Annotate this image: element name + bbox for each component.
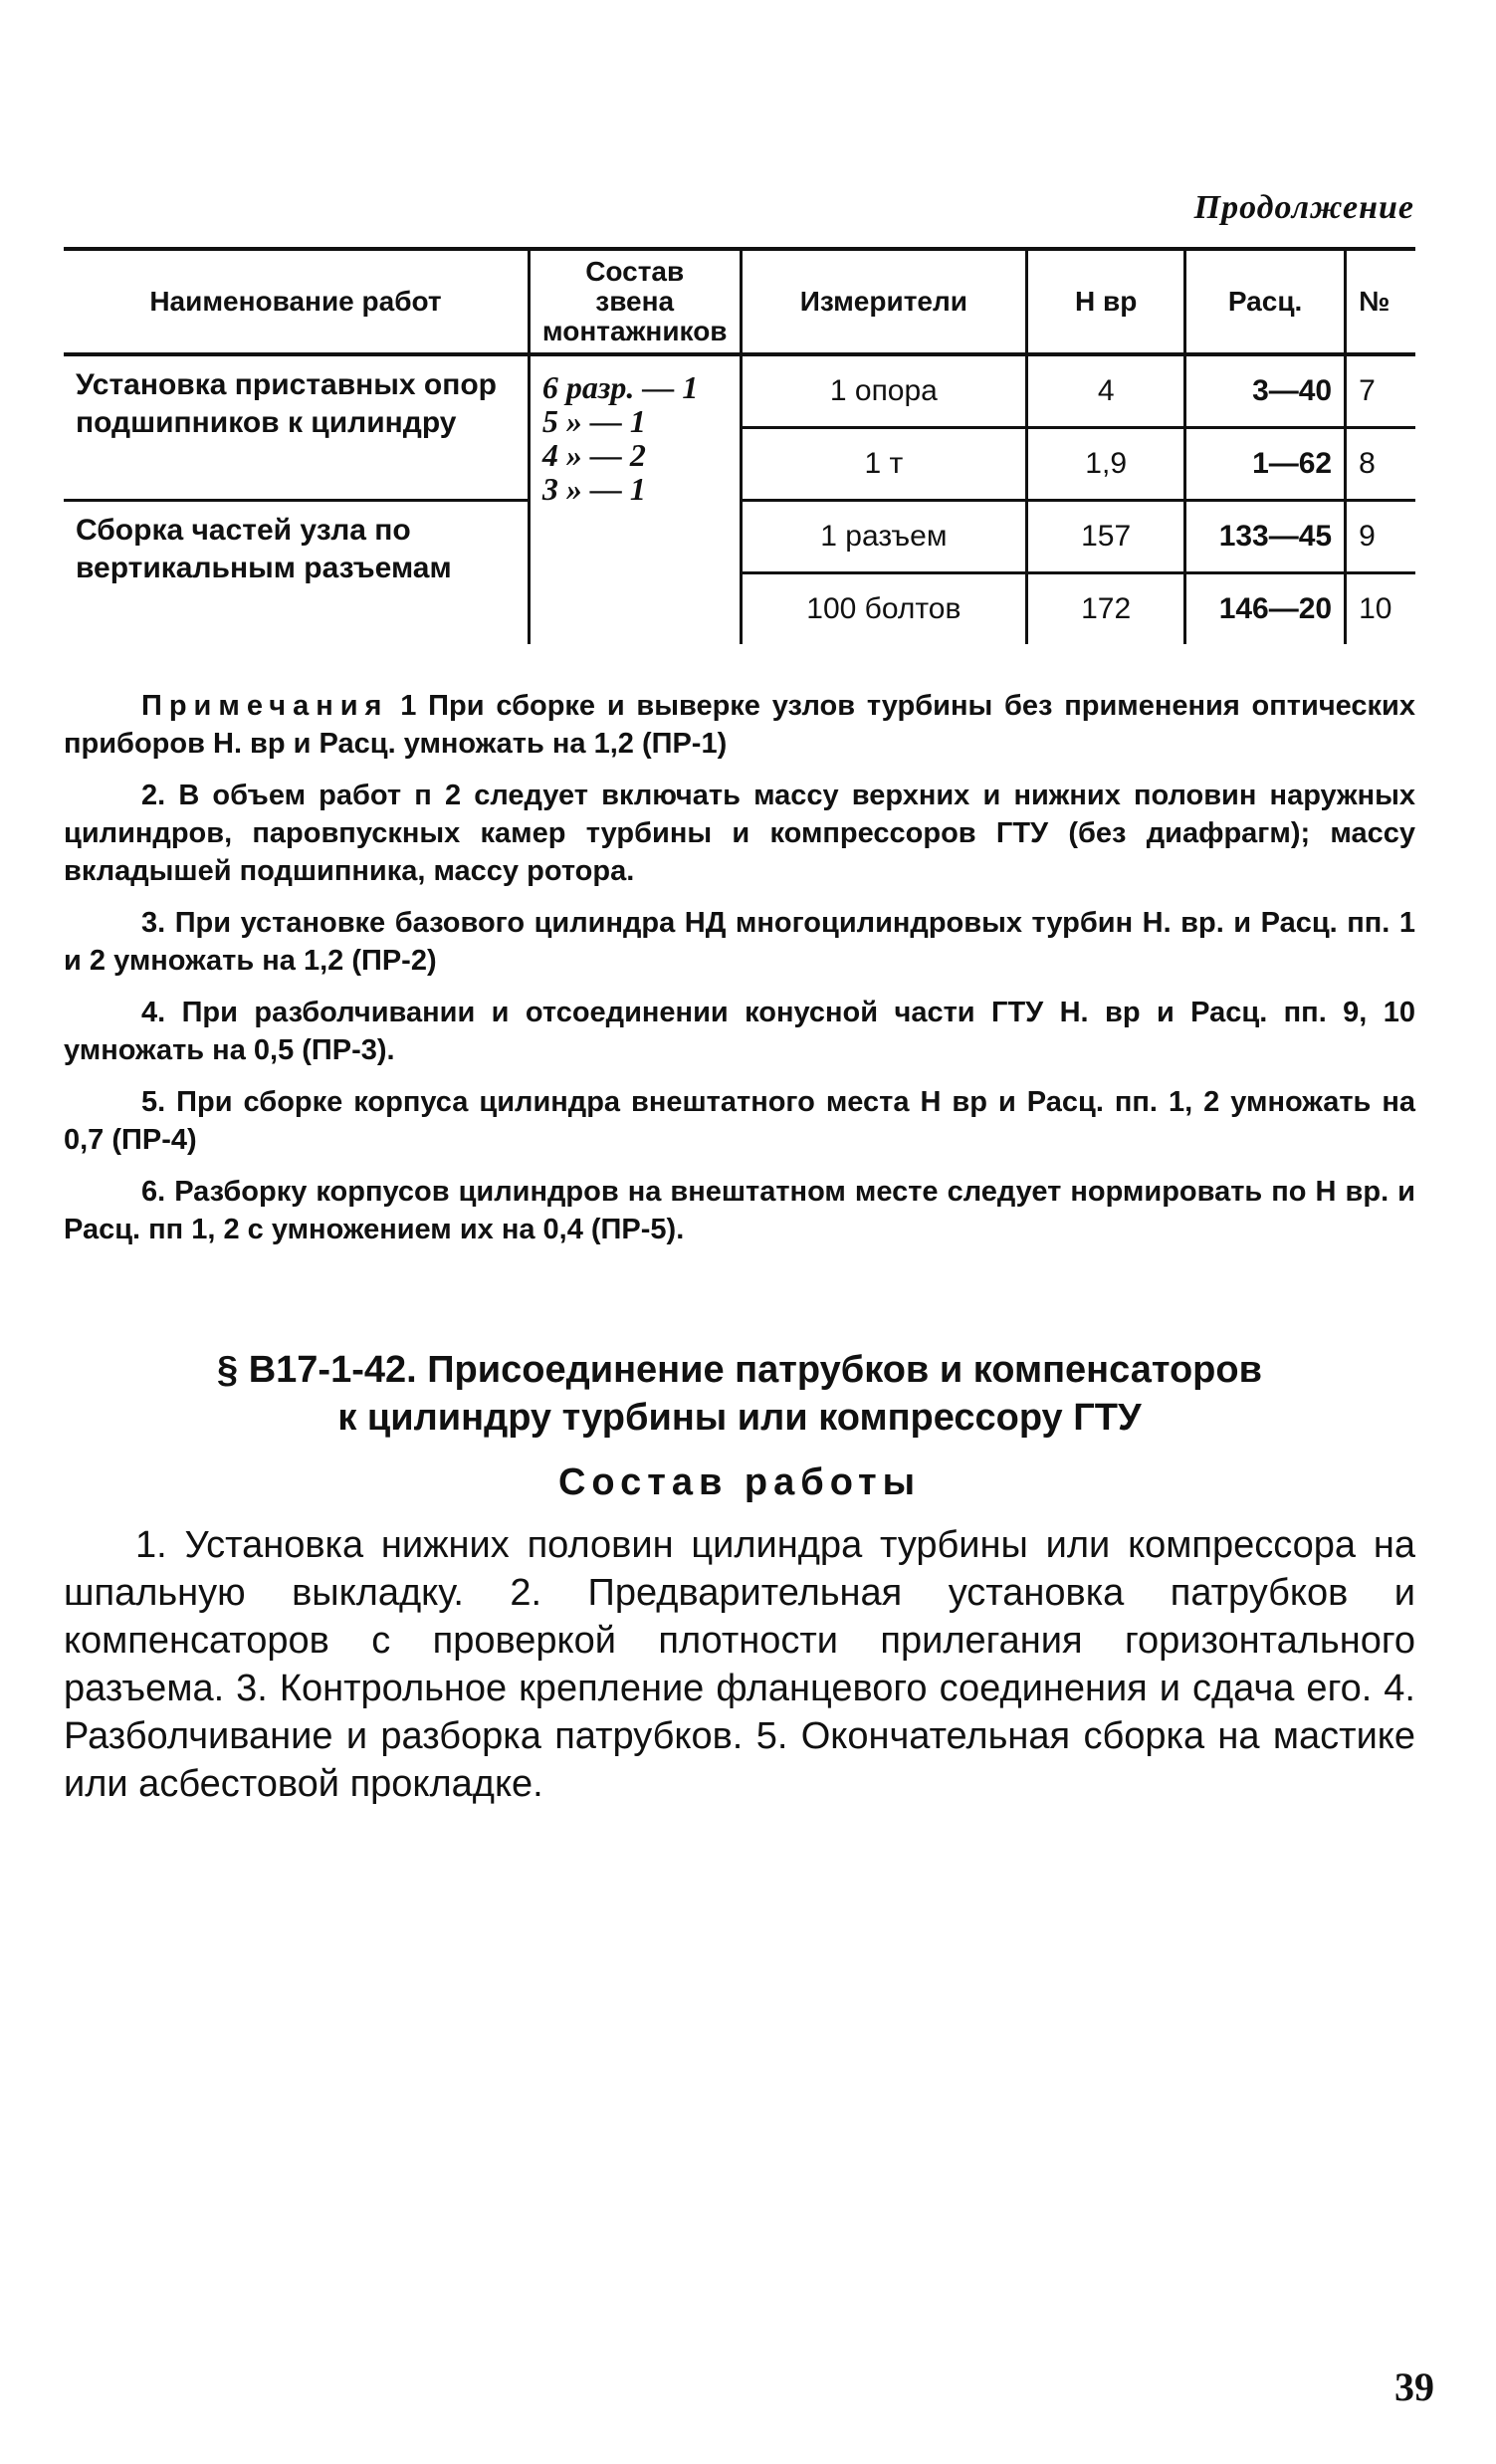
section-title-line: к цилиндру турбины или компрессору ГТУ xyxy=(337,1397,1142,1439)
col-header-no: № xyxy=(1346,249,1415,354)
nvr-cell: 157 xyxy=(1027,501,1185,573)
norms-table xyxy=(64,247,1415,644)
col-header-brigade: Состав звена монтажников xyxy=(529,249,741,354)
col-header-rasc: Расц. xyxy=(1185,249,1346,354)
brigade-line: 5 » — 1 xyxy=(541,403,646,439)
note-item: 4. При разболчивании и отсоединении конусной части ГТУ Н. вр и Расц. пп. 9, 10 умножать на 0,5 (ПР-3). xyxy=(64,997,1415,1066)
section-title xyxy=(64,1346,1415,1442)
rasc-cell: 1—62 xyxy=(1185,428,1346,501)
notes-label: Примечания xyxy=(141,690,389,722)
section-body xyxy=(64,1521,1415,1808)
nvr-cell: 4 xyxy=(1027,354,1185,428)
nvr-cell: 1,9 xyxy=(1027,428,1185,501)
measure-cell: 1 т xyxy=(741,428,1027,501)
note-item xyxy=(64,687,1415,763)
col-header-nvr: Н вр xyxy=(1027,249,1185,354)
group-name-1: Установка приставных опор подшипников к цилиндру xyxy=(76,368,498,439)
section-title-line: § В17-1-42. Присоединение патрубков и компенсаторов xyxy=(217,1349,1262,1391)
no-cell: 8 xyxy=(1346,428,1415,501)
table-header-row xyxy=(64,249,1415,354)
body-paragraph: 1. Установка нижних половин цилиндра турбины или компрессора на шпальную выкладку. 2. Предварительная установка патрубков и компенсаторов с проверкой плотности прилегания горизонтального разъема. 3. Контрольное крепление фланцевого соединения и сдача его. 4. Разболчивание и разборка патрубков. 5. Окончательная сборка на мастике или асбестовой прокладке. xyxy=(64,1524,1415,1805)
no-cell: 9 xyxy=(1346,501,1415,573)
note-text: 1 При сборке и выверке узлов турбины без применения оптических приборов Н. вр и Расц. умножать на 1,2 (ПР-1) xyxy=(64,690,1416,760)
no-cell: 10 xyxy=(1346,573,1415,645)
measure-cell: 1 разъем xyxy=(741,501,1027,573)
group-name-2: Сборка частей узла по вертикальным разъемам xyxy=(64,501,529,645)
rasc-cell: 146—20 xyxy=(1185,573,1346,645)
measure-cell: 1 опора xyxy=(741,354,1027,428)
brigade-line: 3 » — 1 xyxy=(541,471,646,507)
section-subtitle: Состав работы xyxy=(557,1461,922,1503)
note-item: 6. Разборку корпусов цилиндров на внештатном месте следует нормировать по Н вр. и Расц. пп 1, 2 с умножением их на 0,4 (ПР-5). xyxy=(64,1176,1415,1245)
col-header-name: Наименование работ xyxy=(64,249,529,354)
col-header-measure: Измерители xyxy=(741,249,1027,354)
rasc-cell: 133—45 xyxy=(1185,501,1346,573)
brigade-line: 4 » — 2 xyxy=(541,437,646,473)
rasc-cell: 3—40 xyxy=(1185,354,1346,428)
table-row xyxy=(64,354,1415,428)
no-cell: 7 xyxy=(1346,354,1415,428)
notes-block xyxy=(64,687,1415,1262)
measure-cell: 100 болтов xyxy=(741,573,1027,645)
page-number: 39 xyxy=(1394,2364,1434,2409)
nvr-cell: 172 xyxy=(1027,573,1185,645)
continuation-label: Продолжение xyxy=(1193,189,1414,226)
note-item: 2. В объем работ п 2 следует включать массу верхних и нижних половин наружных цилиндров, паровпускных камер турбины и компрессоров ГТУ (без диафрагм); массу вкладышей подшипника, массу ротора. xyxy=(64,780,1415,887)
brigade-composition xyxy=(529,354,741,644)
brigade-line: 6 разр. — 1 xyxy=(541,369,699,405)
note-item: 3. При установке базового цилиндра НД многоцилиндровых турбин Н. вр. и Расц. пп. 1 и 2 умножать на 1,2 (ПР-2) xyxy=(64,907,1415,977)
note-item: 5. При сборке корпуса цилиндра внештатного места Н вр и Расц. пп. 1, 2 умножать на 0,7 (ПР-4) xyxy=(64,1086,1415,1156)
